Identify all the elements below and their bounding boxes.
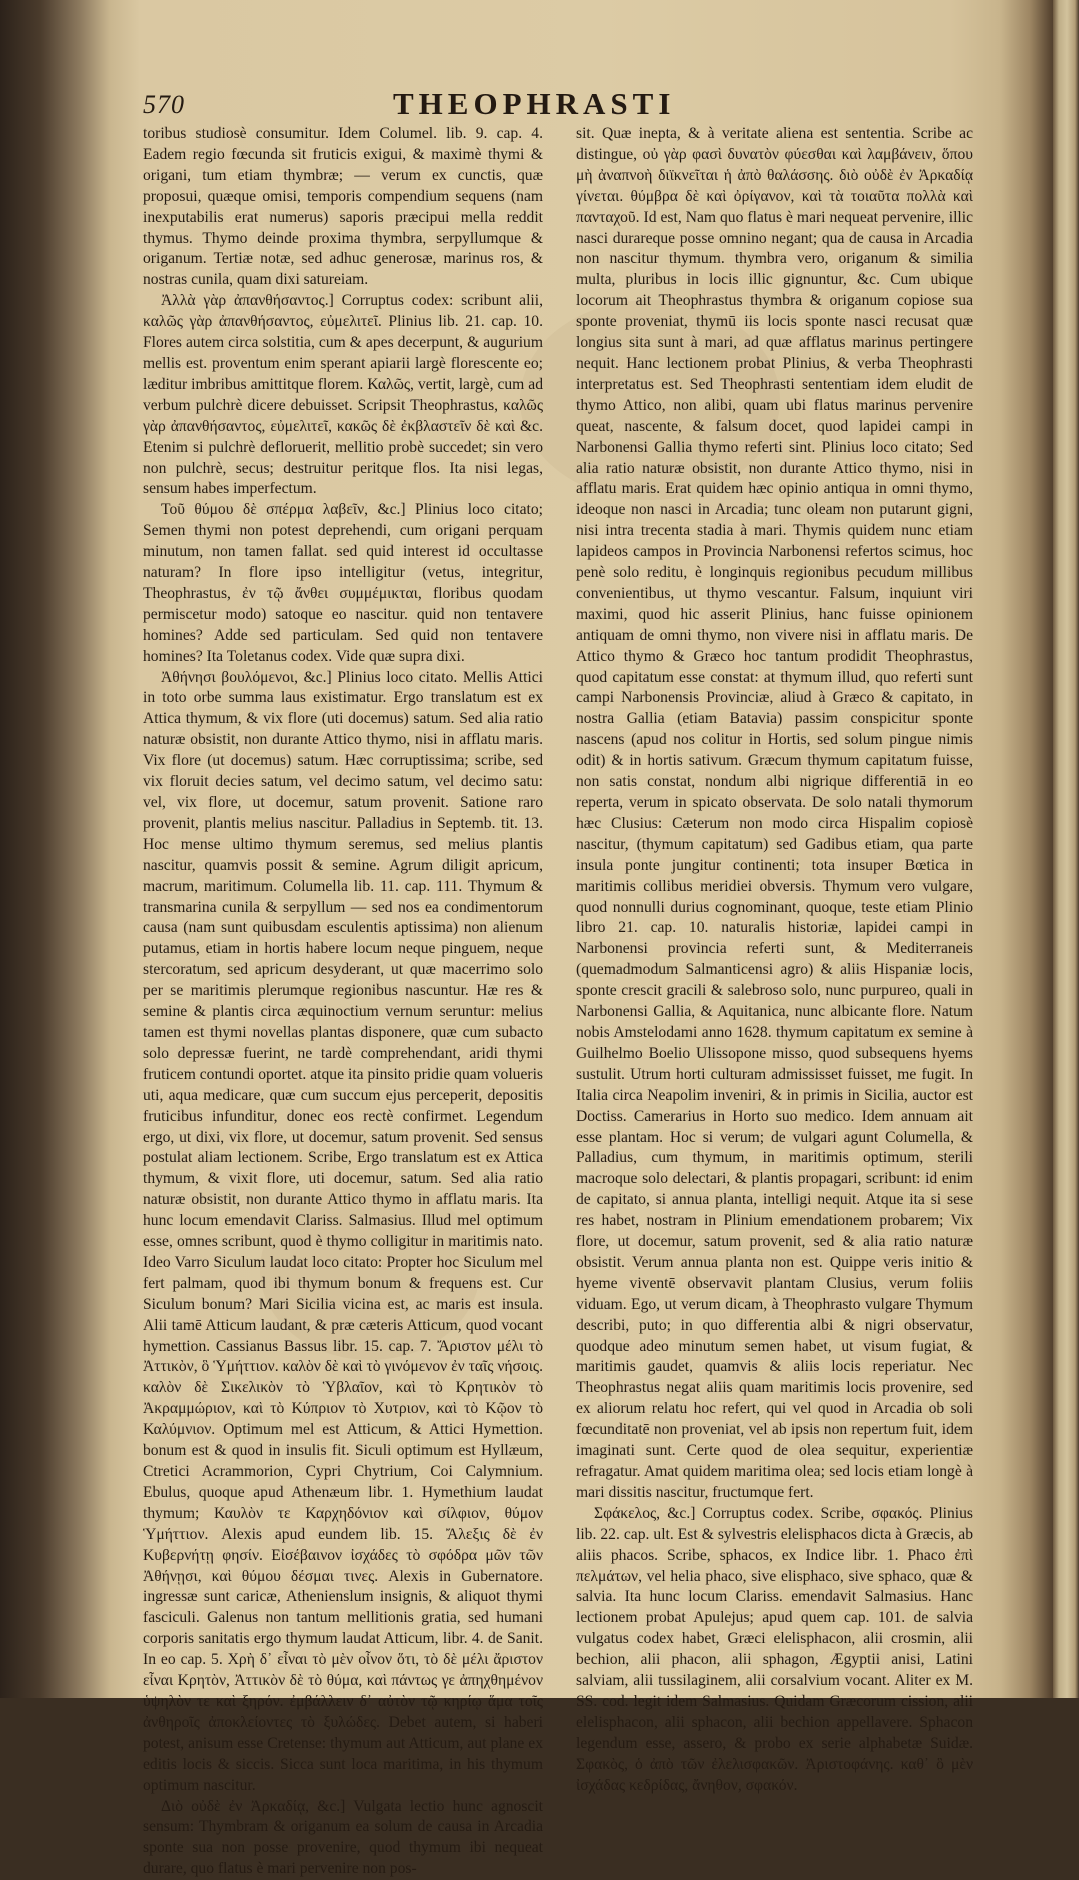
left-paragraph: Τοῦ θύμου δὲ σπέρμα λαβεῖν, &c.] Plinius loco citato; Semen thymi non potest deprehendi, cum origani perquam minutum, non tamen fallat. sed quid interest id occultasse naturam? In flore ipso intelligitur (vetus, integritur, Theophrastus, ἐν τῷ ἄνθει συμμέμικται, floribus quodam permiscetur modo) satoque eo nascitur. quid non tentavere homines? Adde sed particulam. Sed quid non tentavere homines? Ita Toletanus codex. Vide quæ supra dixi. [143, 500, 543, 667]
right-paragraph: sit. Quæ inepta, & à veritate aliena est sententia. Scribe ac distingue, οὐ γὰρ φασὶ δυνατὸν φύεσθαι καὶ λαμβάνειν, ὅπου μὴ ἀναπνοὴ διϊκνεῖται ἡ ἀπὸ θαλάσσης. διὸ οὐδὲ ἐν Ἀρκαδίᾳ γίνεται. θύμβρα δὲ καὶ ὀρίγανον, καὶ τὰ τοιαῦτα πολλὰ καὶ πανταχοῦ. Id est, Nam quo flatus è mari nequeat pervenire, illic nasci durareque posse omnino negant; qua de causa in Arcadia non nascitur thymum. thymbra vero, origanum & similia multa, pluribus in locis illic gignuntur, &c. Cum ubique locorum ait Theophrastus thymbra & origanum copiose sua sponte proveniat, thymū iis locis sponte nasci recusat quæ longius sita sunt à mari, ad quæ afflatus marinus pertingere nequit. Hanc lectionem probat Plinius, & verba Theophrasti interpretatus est. Sed Theophrasti sententiam idem eludit de thymo Attico, non alibi, quam ubi flatus marinus pervenire queat, nascente, & falsum docet, quod lapidei campi in Narbonensi Gallia thymo referti sint. Plinius loco citato; Sed alia ratio naturæ obsistit, non durante Attico thymo, nisi in afflatu maris. Erat quidem hæc opinio antiqua in omni thymo, ideoque non nasci in Arcadia; tunc oleam non putarunt gigni, nisi intra trecenta stadia à mari. Thymis quidem nunc etiam lapideos campos in Provincia Narbonensi refertos scimus, hoc penè solo reditu, è longinquis regionibus pecudum millibus convenientibus, ut thymo vescantur. Falsum, inquiunt viri maximi, quod hic asserit Plinius, hanc fuisse opinionem antiquam de omni thymo, non vivere nisi in afflatu maris. De Attico thymo & Græco hoc tantum prodidit Theophrastus, quod capitatum esse constat: at thymum illud, quo referti sunt campi Narbonensis Provinciæ, aliud à Græco & capitato, in nostra Gallia (etiam Batavia) passim conspicitur sponte nascens (apud nos colitur in Hortis, sed solum pingue nimis odit) & in hortis sativum. Græcum thymum capitatum fuisse, non satis constat, nondum albi nigrique differentiā in eo reperta, verum in spicato observata. De solo natali thymorum hæc Clusius: Cæterum non modo circa Hispalim copiosè nascitur, (thymum capitatum) sed Gadibus etiam, qua parte insula ponte jungitur continenti; tota insuper Bœtica in maritimis collibus meridiei obversis. Thymum vero vulgare, quod nonnulli durius cognominant, quoque, teste etiam Plinio libro 21. cap. 10. naturalis historiæ, lapidei campi in Narbonensi provincia referti sunt, & Mediterraneis (quemadmodum Salmanticensi agro) & aliis Hispaniæ locis, sponte crescit gracili & salebroso solo, nunc purpureo, quali in Narbonensi Gallia, & Aquitanica, nunc albicante flore. Natum nobis Amstelodami anno 1628. thymum capitatum ex semine à Guilhelmo Boelio Ulissopone misso, quod subsequens hyems sustulit. Utrum horti culturam admississet fuisset, me fugit. In Italia circa Neapolim inveniri, & in primis in Sicilia, auctor est Doctiss. Camerarius in Horto suo medico. Idem annuam ait esse plantam. Hoc si verum; de vulgari agunt Columella, & Palladius, cum thymum, in maritimis optimum, sterili macroque solo delectari, & plantis propagari, scribunt: id enim de capitato, si annua planta, intelligi nequit. Atque ita si sese res habet, nostram in Plinium emendationem probarem; Vix flore, ut docemur, satum provenit, sed & alia ratio naturæ obsistit. Verum annua planta non est. Quippe veris initio & hyeme viventē observavit plantam Clusius, verum foliis viduam. Ego, ut verum dicam, à Theophrasto vulgare Thymum describi, puto; in quo differentia albi & nigri observatur, quodque adeo minutum semen habet, ut visum fugiat, & maritimis gaudet, quamvis & aliis locis reperiatur. Nec Theophrastus negat aliis quam maritimis locis provenire, sed ex aliorum relatu hoc refert, qui vel quod in Arcadia ob soli fœcunditatē non proveniat, vel ab ipsis non repertum fuit, idem imaginati sunt. Certe quod de olea sequitur, experientiæ refragatur. Amat quidem maritima olea; sed locis etiam longè à mari dissitis nascitur, fructumque fert. [576, 124, 973, 1504]
page-header [143, 86, 973, 126]
left-paragraph: Διὸ οὐδὲ ἐν Ἀρκαδίᾳ, &c.] Vulgata lectio hunc agnoscit sensum: Thymbram & origanum ea solum de causa in Arcadia sponte sua non posse provenire, quod thymum ibi nequeat durare, quo flatus è mari pervenire non pos- [143, 1797, 543, 1880]
right-paragraph: Σφάκελος, &c.] Corruptus codex. Scribe, σφακός. Plinius lib. 22. cap. ult. Est & sylvestris elelisphacos dicta à Græcis, ab aliis phacos. Scribe, sphacos, ex Indice libr. 1. Phaco ἐπὶ πελμάτων, vel helia phaco, sive elisphaco, sive sphaco, quæ & salvia. Ita hunc locum Clariss. emendavit Salmasius. Hanc lectionem probat Apulejus; apud quem cap. 101. de salvia vulgatus codex habet, Græci elelisphacon, alii crosmin, alii bechion, alii phacon, alii sphagon, Ægyptii anisi, Latini salviam, alii tussilaginem, alii corsalvium vocant. Aliter ex M. SS. cod. legit idem Salmasius. Quidam Græcorum cission, alii elelisphacon, alii sphacon, alii bechion appellavere. Sphacon legendum esse, assero, & probo ex serie alphabetæ Suidæ. Σφακὸς, ὁ ἀπὸ τῶν ἐλελισφακῶν. Ἀριστοφάνης. καθ᾽ ὃ μὲν ἰσχάδας κεδρίδας, ἄνηθον, σφακόν. [576, 1504, 973, 1797]
right-column [576, 124, 973, 1664]
left-paragraph: toribus studiosè consumitur. Idem Columel. lib. 9. cap. 4. Eadem regio fœcunda sit fruticis exigui, & maximè thymi & origani, tum etiam thymbræ; — verum ex cunctis, quæ proposui, quæque omisi, temporis compendium sequens (nam inexputabilis erat numerus) saporis præcipui mella reddit thymus. Thymo deinde proxima thymbra, serpyllumque & origanum. Tertiæ notæ, sed adhuc generosæ, marinus ros, & nostras cunila, quam dixi satureiam. [143, 124, 543, 291]
book-page [143, 86, 973, 1676]
left-paragraph: Ἀθήνησι βουλόμενοι, &c.] Plinius loco citato. Mellis Attici in toto orbe summa laus existimatur. Ergo translatum est ex Attica thymum, & vix flore (uti docemus) satum. Sed alia ratio naturæ obsistit, non durante Attico thymo, nisi in afflatu maris. Vix flore (ut docemus) satum. Hæc corruptissima; scribe, sed vix floruit decies satum, vel decimo satum, vel decimo satu: vel, vix flore, ut docemur, satum provenit. Satione raro provenit, plantis melius nascitur. Palladius in Septemb. tit. 13. Hoc mense ultimo thymum seremus, sed melius plantis nascitur, quamvis possit & seminе. Agrum diligit apricum, macrum, maritimum. Columella lib. 11. cap. 111. Thymum & transmarina cunila & serpyllum — sed nos ea condimentorum causa (nam sunt quibusdam esculentis aptissima) non alienum putamus, etiam in hortis habere locum neque pinguem, neque stercoratum, sed apricum desyderant, ut quæ macerrimo solo per se maritimis plerumque regionibus nascuntur. Hæ res & semine & plantis circa æquinoctium vernum seruntur: melius tamen est thymi novellas plantas disponere, quæ cum subacto solo depressæ fuerint, ne tardè comprehendant, aridi thymi fruticem contundi oportet. atque ita pinsito pridie quam volueris uti, aqua medicare, quæ cum succum ejus perceperit, depositis fruticibus infunditur, donec eos rectè confirmet. Legendum ergo, ut dixi, vix flore, ut docemur, satum provenit. Sed sensus postulat aliam lectionem. Scribe, Ergo translatum est ex Attica thymum, & vixit flore, uti docemur, satum. Sed alia ratio naturæ obsistit, non durante Attico thymo in afflatu maris. Ita hunc locum emendavit Clariss. Salmasius. Illud mel optimum esse, omnes scribunt, quod è thymo colligitur in maritimis nato. Ideo Varro Siculum laudat loco citato: Propter hoc Siculum mel fert palmam, quod ibi thymum bonum & frequens est. Cur Siculum bonum? Mari Sicilia vicina est, ac maris est insula. Alii tamē Atticum laudant, & præ cæteris Atticum, quod vocant hymettion. Cassianus Bassus libr. 15. cap. 7. Ἄριστον μέλι τὸ Ἀττικὸν, ὃ Ὑμήττιον. καλὸν δὲ καὶ τὸ γινόμενον ἐν ταῖς νήσοις. καλὸν δὲ Σικελικὸν τὸ Ὑβλαῖον, καὶ τὸ Κρητικὸν τὸ Ἀκραμμώριον, καὶ τὸ Κύπριον τὸ Χυτριον, καὶ τὸ Κῷον τὸ Καλύμνιον. Optimum mel est Atticum, & Attici Hymettion. bonum est & quod in insulis fit. Siculi optimum est Hyllæum, Ctretici Acrammorion, Cypri Chytrium, Coi Calymnium. Ebulus, quoque apud Athenæum libr. 1. Hymethium laudat thymum; Καυλὸν τε Καρχηδόνιον καὶ σίλφιον, θύμον Ὑμήττιον. Alexis apud eundem lib. 15. Ἄλεξις δὲ ἐν Κυβερνήτῃ φησίν. Εἰσέβαινον ἰσχάδες τὸ σφόδρα μῶν τῶν Ἀθήνῃσι, καὶ θύμου δέσμαι τινες. Alexis in Gubernatore. ingressæ sunt caricæ, Athenienslum insignis, & aliquot thymi fasciculi. Galenus non tantum mellitionis gratia, sed humani corporis sanitatis ergo thymum laudat Atticum, libr. 4. de Sanit. In eo cap. 5. Χρὴ δ᾽ εἶναι τὸ μὲν οἶνον ὅτι, τὸ δὲ μέλι ἄριστον εἶναι Κρητὸν, Ἀττικὸν δὲ τὸ θύμα, καὶ πάντως γε ἀπηχθημένον ὑψηλὸν τε καὶ ξηρόν. ἐμβάλλειν δ᾽ αὐτὸν τῷ κηρίῳ ἅμα τοῖς ἀνθηροῖς ἀποκλείοντες τὸ ξυλώδες. Debet autem, si haberi potest, anisum esse Cretense: thymum aut Atticum, aut plane ex editis locis & siccis. Sicca sunt loca maritima, in his thymum optimum nascitur. [143, 668, 543, 1797]
left-column [143, 124, 543, 1664]
running-head: THEOPHRASTI [393, 86, 675, 122]
next-page-edge [1053, 0, 1079, 1698]
left-paragraph: Ἀλλὰ γὰρ ἀπανθήσαντος.] Corruptus codex: scribunt alii, καλῶς γὰρ ἀπανθήσαντος, εὐμελιτεῖ. Plinius lib. 21. cap. 10. Flores autem circa solstitia, cum & apes decerpunt, & augurium mellis est. proventum enim sperant apiarii largè florescente eo; læditur imbribus amittitque florem. Καλῶς, vertit, largè, cum ad verbum pulchrè dicere debuisset. Scripsit Theophrastus, καλῶς γὰρ ἀπανθήσαντος, εὐμελιτεῖ, κακῶς δὲ ἐκβλαστεῖν δὲ καὶ &c. Etenim si pulchrè defloruerit, mellitio probè succedet; sin vero non pulchrè, secus; destruitur peritque flos. Ita nisi legas, sensum habes imperfectum. [143, 291, 543, 500]
page-number: 570 [143, 90, 185, 120]
text-columns [143, 124, 973, 1664]
